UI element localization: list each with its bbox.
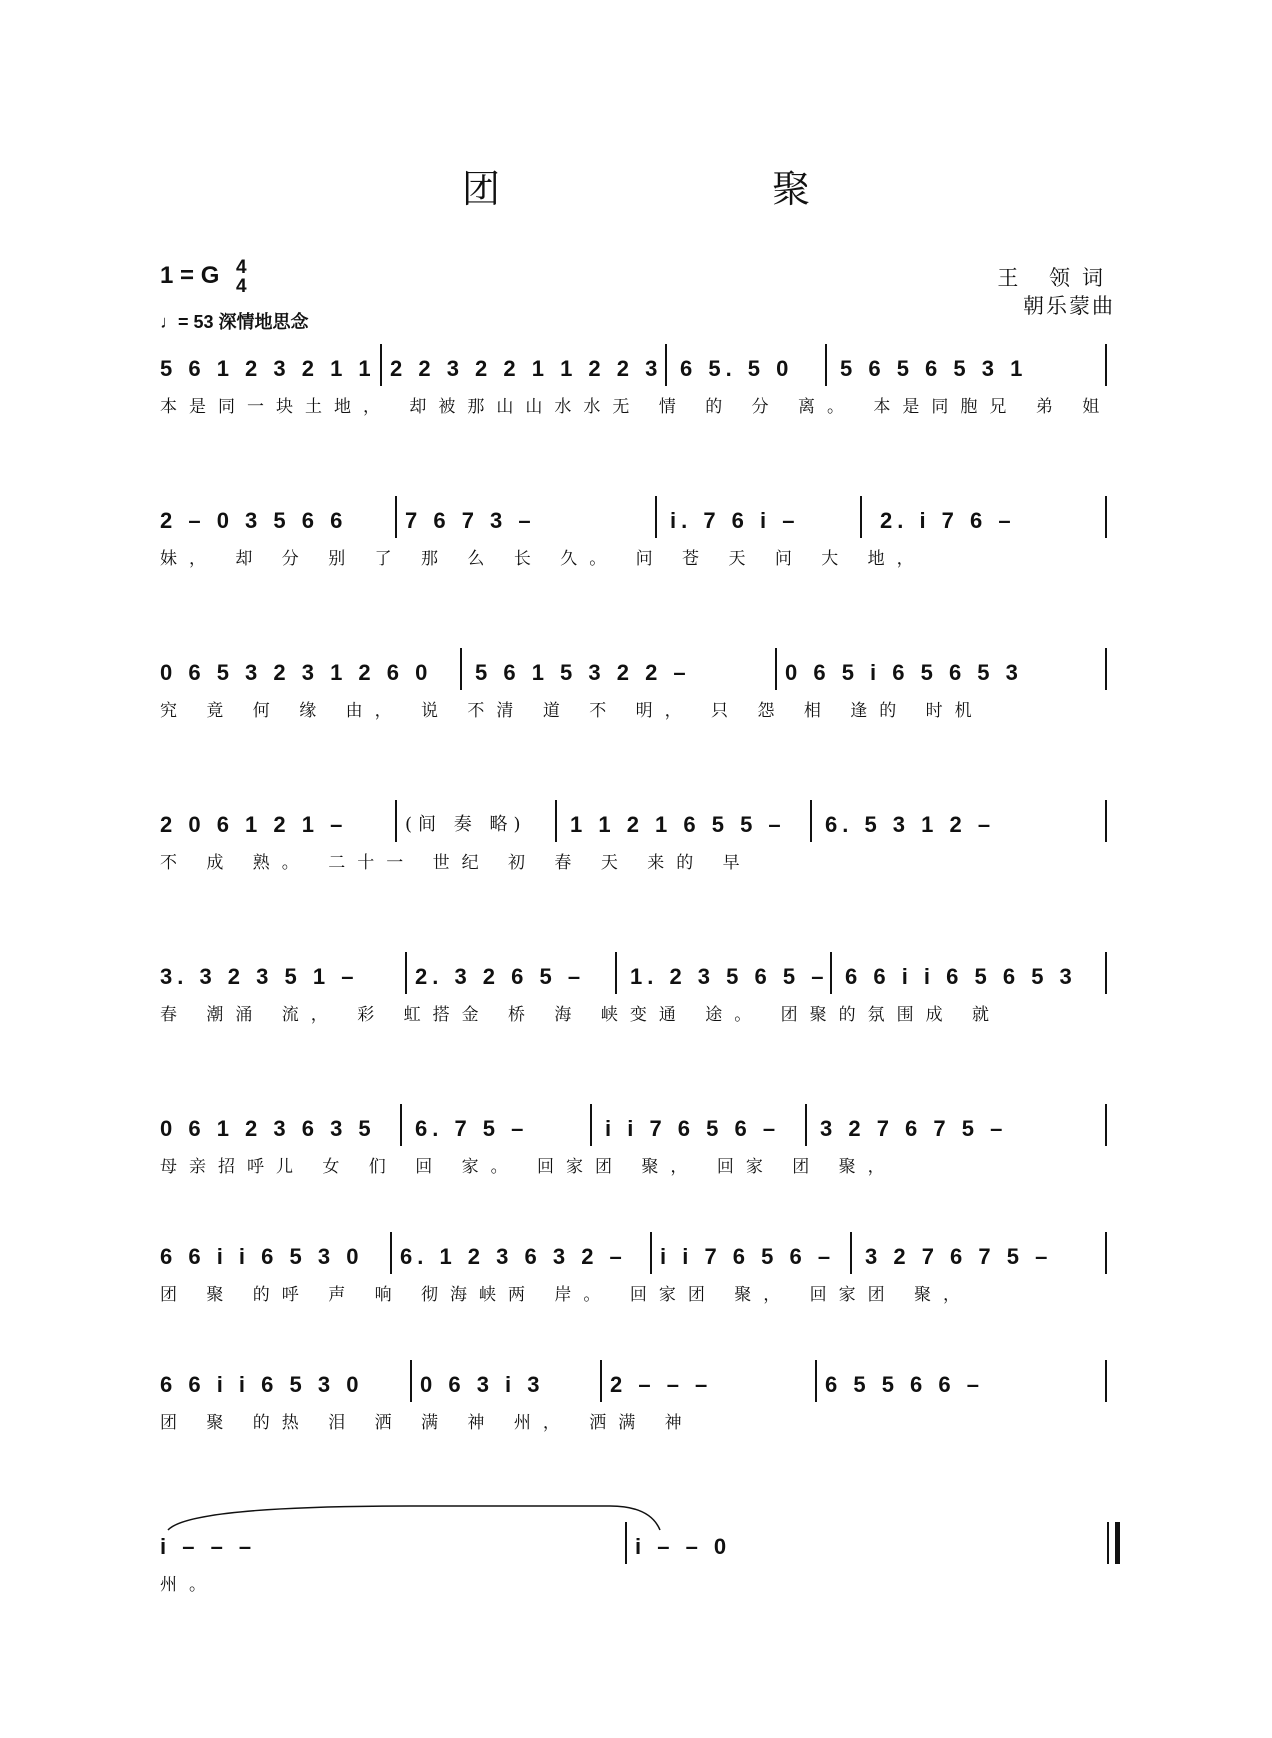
barline	[815, 1360, 817, 1402]
time-denominator: 4	[236, 276, 247, 297]
measure: 5 6 5 6 5 3 1	[840, 356, 1028, 381]
notation-line	[160, 806, 1117, 844]
lyrics-line: 春 潮涌 流， 彩 虹搭金 桥 海 峡变通 途。 团聚的氛围成 就	[160, 1005, 1002, 1025]
score-row	[160, 350, 1117, 420]
barline	[655, 496, 657, 538]
score-row	[160, 958, 1117, 1028]
measure: 2. 3 2 6 5 –	[415, 964, 586, 989]
time-numerator: 4	[236, 257, 247, 278]
score-row	[160, 502, 1117, 572]
barline	[810, 800, 812, 842]
measure: 6 6 i i 6 5 3 0	[160, 1244, 364, 1269]
barline	[850, 1232, 852, 1274]
notation-line	[160, 502, 1117, 540]
measure: 1 1 2 1 6 5 5 –	[570, 812, 786, 837]
measure: 6. 5 3 1 2 –	[825, 812, 996, 837]
score-row	[160, 806, 1117, 876]
measure: 2 – – –	[610, 1372, 713, 1397]
notation-line	[160, 1238, 1117, 1276]
barline	[1105, 648, 1107, 690]
barline	[460, 648, 462, 690]
barline	[590, 1104, 592, 1146]
notation-line	[160, 1110, 1117, 1148]
barline	[1105, 1104, 1107, 1146]
notation-line	[160, 1528, 1117, 1566]
key-signature: 1 = G	[160, 262, 220, 289]
lyrics-line: 妹， 却 分 别 了 那 么 长 久。 问 苍 天 问 大 地，	[160, 549, 926, 569]
barline	[405, 952, 407, 994]
notation-line	[160, 350, 1117, 388]
tempo-marking: ♩= 53 深情地思念	[160, 312, 309, 332]
composer-credit: 朝乐蒙曲	[1023, 294, 1115, 318]
song-title: 团 聚	[461, 167, 941, 211]
time-signature	[236, 258, 247, 296]
measure: i – – 0	[635, 1534, 732, 1559]
measure: 2 – 0 3 5 6 6	[160, 508, 348, 533]
barline	[1105, 1360, 1107, 1402]
measure: 3. 3 2 3 5 1 –	[160, 964, 359, 989]
barline	[825, 344, 827, 386]
notation-line	[160, 654, 1117, 692]
measure: 2. i 7 6 –	[880, 508, 1016, 533]
barline	[1105, 344, 1107, 386]
measure: i i 7 6 5 6 –	[605, 1116, 781, 1141]
measure: 0 6 1 2 3 6 3 5	[160, 1116, 376, 1141]
barline	[1105, 1232, 1107, 1274]
score-row	[160, 1528, 1117, 1598]
measure: 2 2 3 2 2 1 1 2 2 3	[390, 356, 663, 381]
barline	[775, 648, 777, 690]
barline	[400, 1104, 402, 1146]
lyricist-credit: 王 领词	[997, 266, 1115, 290]
measure: i. 7 6 i –	[670, 508, 800, 533]
measure: 3 2 7 6 7 5 –	[865, 1244, 1053, 1269]
measure: 5 6 1 5 3 2 2 –	[475, 660, 691, 685]
barline	[615, 952, 617, 994]
barline	[665, 344, 667, 386]
barline	[1105, 496, 1107, 538]
measure: 0 6 5 i 6 5 6 5 3	[785, 660, 1023, 685]
measure: 6 6 i i 6 5 3 0	[160, 1372, 364, 1397]
measure: 6 5. 5 0	[680, 356, 794, 381]
final-barline-thin	[1107, 1522, 1109, 1564]
barline	[805, 1104, 807, 1146]
measure: 6. 7 5 –	[415, 1116, 529, 1141]
lyrics-line: 母亲招呼儿 女 们 回 家。 回家团 聚， 回家 团 聚，	[160, 1157, 897, 1177]
barline	[600, 1360, 602, 1402]
tie-arc-path	[168, 1506, 660, 1530]
lyrics-line: 团 聚 的呼 声 响 彻海峡两 岸。 回家团 聚， 回家团 聚，	[160, 1285, 973, 1305]
barline	[410, 1360, 412, 1402]
measure: 7 6 7 3 –	[405, 508, 536, 533]
lyrics-line: 本是同一块土地， 却被那山山水水无 情 的 分 离。 本是同胞兄 弟 姐	[160, 397, 1112, 417]
barline	[555, 800, 557, 842]
barline	[395, 496, 397, 538]
measure: i i 7 6 5 6 –	[660, 1244, 836, 1269]
measure: 2 0 6 1 2 1 –	[160, 812, 348, 837]
score-row	[160, 1110, 1117, 1180]
barline	[1105, 952, 1107, 994]
barline	[1105, 800, 1107, 842]
barline	[390, 1232, 392, 1274]
measure: 5 6 1 2 3 2 1 1	[160, 356, 376, 381]
interlude-marking: (间 奏 略)	[405, 814, 527, 835]
barline	[650, 1232, 652, 1274]
measure: 0 6 3 i 3	[420, 1372, 545, 1397]
final-barline	[1115, 1522, 1120, 1564]
measure: 1. 2 3 5 6 5 –	[630, 964, 829, 989]
measure: 6. 1 2 3 6 3 2 –	[400, 1244, 627, 1269]
measure: 3 2 7 6 7 5 –	[820, 1116, 1008, 1141]
lyrics-line: 州。	[160, 1575, 218, 1595]
score-row	[160, 654, 1117, 724]
measure: 6 5 5 6 6 –	[825, 1372, 984, 1397]
lyrics-line: 不 成 熟。 二十一 世纪 初 春 天 来的 早	[160, 853, 752, 873]
score-row	[160, 1366, 1117, 1436]
measure: 0 6 5 3 2 3 1 2 6 0	[160, 660, 433, 685]
notation-line	[160, 958, 1117, 996]
notation-line	[160, 1366, 1117, 1404]
score-row	[160, 1238, 1117, 1308]
measure: i – – –	[160, 1534, 257, 1559]
barline	[395, 800, 397, 842]
lyrics-line: 团 聚 的热 泪 洒 满 神 州， 洒满 神	[160, 1413, 694, 1433]
barline	[625, 1522, 627, 1564]
measure: 6 6 i i 6 5 6 5 3	[845, 964, 1077, 989]
barline	[830, 952, 832, 994]
barline	[860, 496, 862, 538]
barline	[380, 344, 382, 386]
lyrics-line: 究 竟 何 缘 由， 说 不清 道 不 明， 只 怨 相 逢的 时机	[160, 701, 984, 721]
